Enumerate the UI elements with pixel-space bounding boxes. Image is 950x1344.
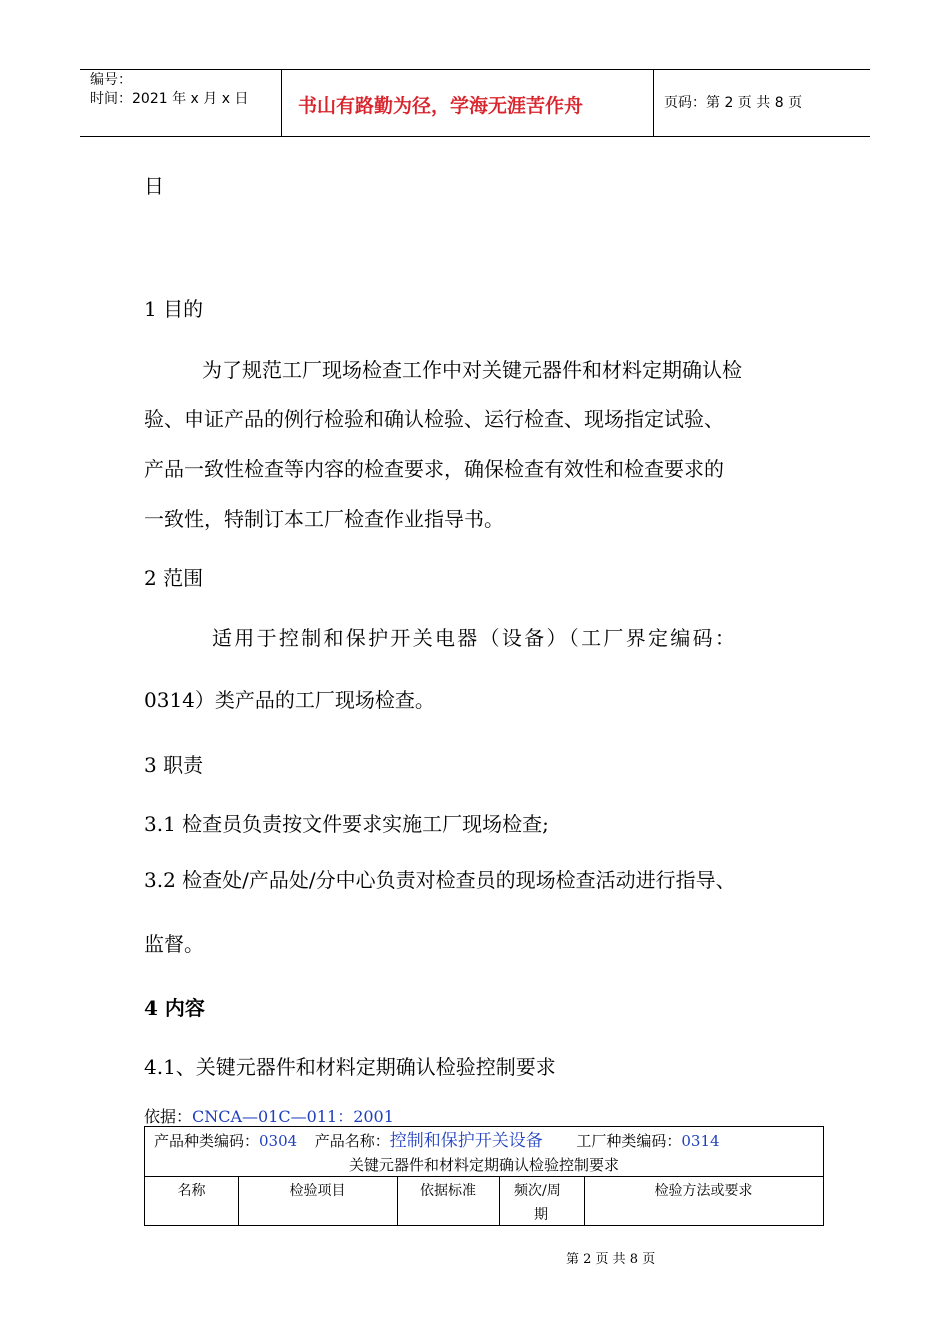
column-header: 频次/周	[514, 1183, 561, 1199]
table-info-row	[154, 1131, 720, 1151]
header-top-rule	[80, 69, 870, 70]
section-2-paragraph-line: 适用于控制和保护开关电器（设备）（工厂界定编码：	[212, 626, 738, 650]
date-fragment: 日	[144, 174, 164, 198]
column-header: 检验方法或要求	[654, 1183, 753, 1199]
section-1-paragraph-line: 验、申证产品的例行检验和确认检验、运行检查、现场指定试验、	[144, 407, 724, 431]
section-3-item-1: 3.1 检查员负责按文件要求实施工厂现场检查;	[144, 812, 549, 836]
header-bottom-rule	[80, 136, 870, 137]
section-1-title: 1 目的	[144, 297, 204, 321]
section-1-paragraph-line: 产品一致性检查等内容的检查要求，确保检查有效性和检查要求的	[144, 457, 724, 481]
column-header: 检验项目	[289, 1183, 346, 1199]
header-motto: 书山有路勤为径，学海无涯苦作舟	[298, 95, 584, 117]
section-4-title: 4 内容	[144, 996, 205, 1020]
category-code-value: 0304	[259, 1132, 298, 1150]
column-header: 名称	[177, 1183, 206, 1199]
header-time-label: 时间：2021 年 x 月 x 日	[90, 91, 249, 107]
table-subtitle: 关键元器件和材料定期确认检验控制要求	[348, 1156, 619, 1174]
basis-line	[144, 1104, 394, 1127]
section-1-paragraph-line: 一致性，特制订本工厂检查作业指导书。	[144, 507, 504, 531]
header-code-label: 编号：	[90, 72, 132, 88]
column-header-wrap: 期	[534, 1207, 548, 1223]
section-3-item-2: 3.2 检查处/产品处/分中心负责对检查员的现场检查活动进行指导、	[144, 868, 736, 892]
basis-value: CNCA—01C—011：2001	[192, 1107, 394, 1126]
section-3-item-2-cont: 监督。	[144, 932, 204, 956]
page-footer: 第 2 页 共 8 页	[566, 1252, 656, 1267]
factory-code-value: 0314	[681, 1132, 720, 1150]
basis-label: 依据：	[144, 1107, 193, 1126]
inspection-control-table	[144, 1126, 824, 1226]
header-divider-1	[281, 69, 282, 136]
product-name-value: 控制和保护开关设备	[389, 1131, 543, 1151]
section-2-paragraph-line: 0314）类产品的工厂现场检查。	[144, 688, 435, 712]
factory-code-label: 工厂种类编码：	[576, 1132, 682, 1150]
header-page-label: 页码：第 2 页 共 8 页	[664, 95, 803, 111]
product-name-label: 产品名称：	[314, 1132, 390, 1150]
header-divider-2	[653, 69, 654, 136]
category-code-label: 产品种类编码：	[154, 1132, 260, 1150]
section-1-paragraph-line: 为了规范工厂现场检查工作中对关键元器件和材料定期确认检	[202, 358, 742, 382]
column-header: 依据标准	[420, 1183, 476, 1199]
section-4-1-heading: 4.1、关键元器件和材料定期确认检验控制要求	[144, 1055, 556, 1079]
table-rule	[145, 1176, 823, 1177]
table-col-divider	[499, 1177, 500, 1226]
section-2-title: 2 范围	[144, 566, 204, 590]
section-3-title: 3 职责	[144, 753, 204, 777]
